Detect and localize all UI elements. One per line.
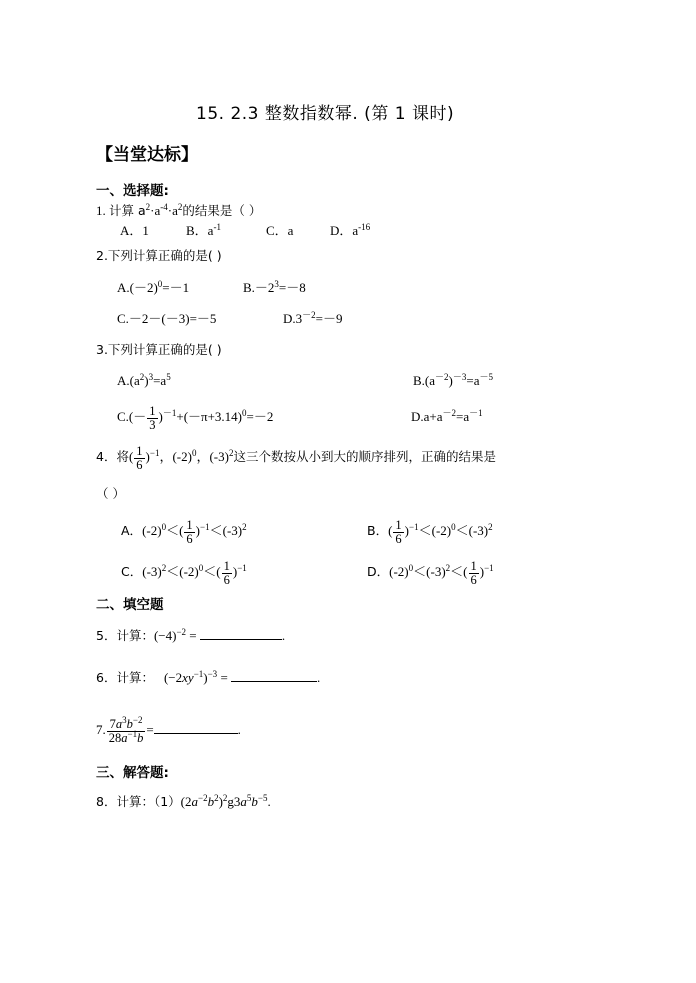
question-4: 4．将( $\frac{1}{6}$ )$^{-1}$，$(-2)^0$，$(-3)^2$这三个数按从小到大的顺序排列，正确的结果是 bbox=[96, 443, 496, 472]
question-7: 7. $\frac{7a^3b^{-2}}{28a^{-1}b}$ = . bbox=[96, 714, 241, 745]
q3-option-d: $D.a+a^{-2}=a^{-1}$ bbox=[411, 408, 483, 424]
part2-title: 二、填空题 bbox=[96, 597, 164, 613]
question-8: 8．计算：$(1)(2a^{-2}b^2)^2g3a^5b^{-5}$. bbox=[96, 793, 271, 809]
part3-title: 三、解答题: bbox=[96, 765, 169, 781]
q2-option-d: $D.3^{-2}=-9$ bbox=[283, 310, 343, 326]
q4-option-c: C．$(-3)^2<(-2)^0<$( $\frac{1}{6}$ )$^{-1}$ bbox=[121, 558, 247, 587]
q1-options bbox=[120, 222, 370, 240]
q1-text-b: ·a bbox=[150, 203, 161, 218]
q1-text-a: 计算 a bbox=[109, 203, 146, 218]
q7-fraction: $\frac{7a^3b^{-2}}{28a^{-1}b}$ bbox=[108, 714, 144, 745]
q3-c-fraction: $\frac{1}{3}$ bbox=[149, 403, 156, 432]
q1-text-c: ·a bbox=[167, 203, 178, 218]
question-6: 6．计算： $(-2xy^{-1})^{-3}$ = . bbox=[96, 669, 321, 685]
q4-option-a: A．$(-2)^0<$( $\frac{1}{6}$ )$^{-1}<(-3)^2$ bbox=[121, 517, 247, 546]
q5-answer-blank[interactable] bbox=[200, 626, 282, 640]
q4-option-d: D．$(-2)^0<(-3)^2<$( $\frac{1}{6}$ )$^{-1}$ bbox=[367, 558, 494, 587]
part1-title: 一、选择题: bbox=[96, 183, 169, 199]
q1-label: 1. bbox=[96, 203, 106, 218]
q4-option-b: B．( $\frac{1}{6}$ )$^{-1}<(-2)^0<(-3)^2$ bbox=[367, 517, 493, 546]
question-5: 5．计算：$(-4)^{-2}$ = . bbox=[96, 627, 286, 643]
q1-exp3: 2 bbox=[177, 202, 183, 212]
q1-exp2: -4 bbox=[160, 202, 168, 212]
q7-answer-blank[interactable] bbox=[154, 720, 238, 734]
q4-paren: （ ） bbox=[96, 486, 125, 501]
q2-option-b: $B.-2^3=-8$ bbox=[243, 279, 306, 295]
question-3: 3.下列计算正确的是( ) bbox=[96, 342, 222, 357]
q1-exp1: 2 bbox=[145, 202, 151, 212]
page-title: 15. 2.3 整数指数幂. (第 1 课时) bbox=[196, 104, 455, 124]
section-header: 【当堂达标】 bbox=[96, 145, 198, 165]
q2-option-c: C.－2－(－3)=－5 bbox=[117, 311, 217, 326]
q6-answer-blank[interactable] bbox=[231, 668, 317, 682]
q1-option-c: C．a bbox=[266, 223, 294, 238]
question-1 bbox=[96, 202, 261, 220]
question-2: 2.下列计算正确的是( ) bbox=[96, 248, 222, 263]
q1-option-b: B．$a^{-1}$ bbox=[186, 222, 221, 238]
q2-option-a: $A.(-2)^0=-1$ bbox=[117, 279, 190, 295]
q3-option-b: $B.(a^{-2})^{-3}=a^{-5}$ bbox=[413, 372, 494, 388]
q1-option-a: A．1 bbox=[120, 223, 149, 238]
q1-option-d: D．$a^{-16}$ bbox=[330, 222, 371, 238]
q3-option-c: C.(－ $\frac{1}{3}$ )$^{-1}+(-\pi+3.14)^0=-2$ bbox=[117, 403, 274, 432]
q3-option-a: $A.(a^2)^3=a^5$ bbox=[117, 372, 171, 388]
q1-text-d: 的结果是（ ） bbox=[182, 203, 262, 218]
